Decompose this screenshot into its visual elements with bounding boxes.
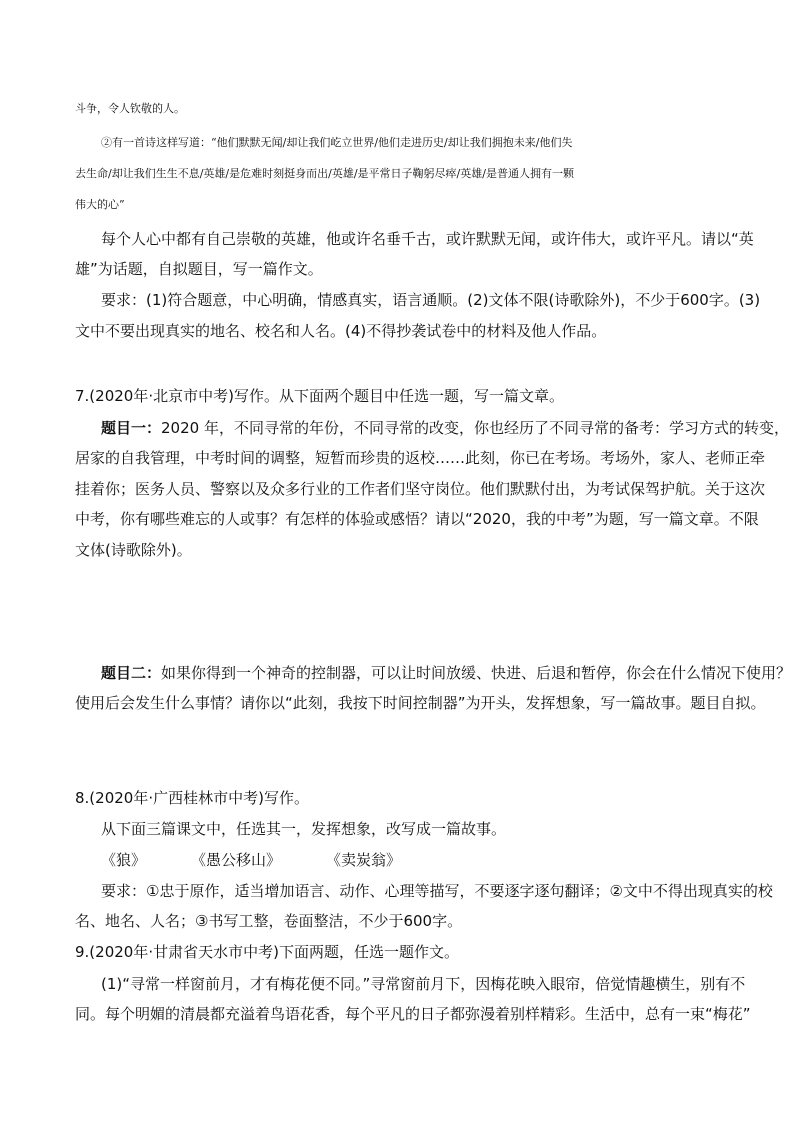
text-line: 同。每个明媚的清晨都充溢着鸟语花香，每个平凡的日子都弥漫着别样精彩。生活中，总有一束“梅花” xyxy=(75,1005,751,1023)
text-line xyxy=(101,662,791,684)
text-line: 从下面三篇课文中，任选其一，发挥想象，改写成一篇故事。 xyxy=(101,820,507,838)
topic-label: 题目一： xyxy=(101,419,162,437)
text-line: 要求：(1)符合题意，中心明确，情感真实，语言通顺。(2)文体不限(诗歌除外)，不少于600字。(3) xyxy=(101,291,761,309)
text-line: ②有一首诗这样写道：“他们默默无闻/却让我们屹立世界/他们走进历史/却让我们拥抱未来/他们失 xyxy=(101,136,573,149)
topic-text: 2020 年，不同寻常的年份，不同寻常的改变，你也经历了不同寻常的备考：学习方式的转变， xyxy=(161,419,789,437)
topic-text: 如果你得到一个神奇的控制器，可以让时间放缓、快进、后退和暂停，你会在什么情况下使用？ xyxy=(161,664,792,682)
text-line: 中考，你有哪些难忘的人或事？有怎样的体验或感悟？请以“2020，我的中考”为题，写一篇文章。不限 xyxy=(75,510,759,528)
text-line: 去生命/却让我们生生不息/英雄/是危难时刻挺身而出/英雄/是平常日子鞠躬尽瘁/英雄/是普通人拥有一颗 xyxy=(75,167,574,180)
text-line: 要求：①忠于原作，适当增加语言、动作、心理等描写，不要逐字逐句翻译；②文中不得出现真实的校 xyxy=(101,882,773,900)
question-heading: 8.(2020年·广西桂林市中考)写作。 xyxy=(75,789,309,807)
text-line: 斗争，令人钦敬的人。 xyxy=(75,102,185,115)
text-line: 挂着你；医务人员、警察以及众多行业的工作者们坚守岗位。他们默默付出，为考试保驾护航。关于这次 xyxy=(75,480,766,498)
text-line: 使用后会发生什么事情？请你以“此刻，我按下时间控制器”为开头，发挥想象，写一篇故事。题目自拟。 xyxy=(75,694,766,712)
text-line xyxy=(101,417,789,439)
topic-label: 题目二： xyxy=(101,664,162,682)
text-line: 名、地名、人名；③书写工整，卷面整洁，不少于600字。 xyxy=(75,912,463,930)
text-line: 《狼》 《愚公移山》 《卖炭翁》 xyxy=(101,851,402,869)
question-heading: 7.(2020年·北京市中考)写作。从下面两个题目中任选一题，写一篇文章。 xyxy=(75,387,564,405)
text-line: (1)“寻常一样窗前月，才有梅花便不同。”寻常窗前月下，因梅花映入眼帘，倍觉情趣横生，别有不 xyxy=(101,975,746,993)
text-line: 雄”为话题，自拟题目，写一篇作文。 xyxy=(75,260,323,278)
text-line: 伟大的心” xyxy=(75,198,125,211)
question-heading: 9.(2020年·甘肃省天水市中考)下面两题，任选一题作文。 xyxy=(75,943,459,961)
text-line: 文中不要出现真实的地名、校名和人名。(4)不得抄袭试卷中的材料及他人作品。 xyxy=(75,322,607,340)
text-line: 居家的自我管理，中考时间的调整，短暂而珍贵的返校……此刻，你已在考场。考场外，家人、老师正牵 xyxy=(75,449,766,467)
text-line: 每个人心中都有自己崇敬的英雄，他或许名垂千古，或许默默无闻，或许伟大，或许平凡。请以“英 xyxy=(101,230,754,248)
text-line: 文体(诗歌除外)。 xyxy=(75,541,192,559)
